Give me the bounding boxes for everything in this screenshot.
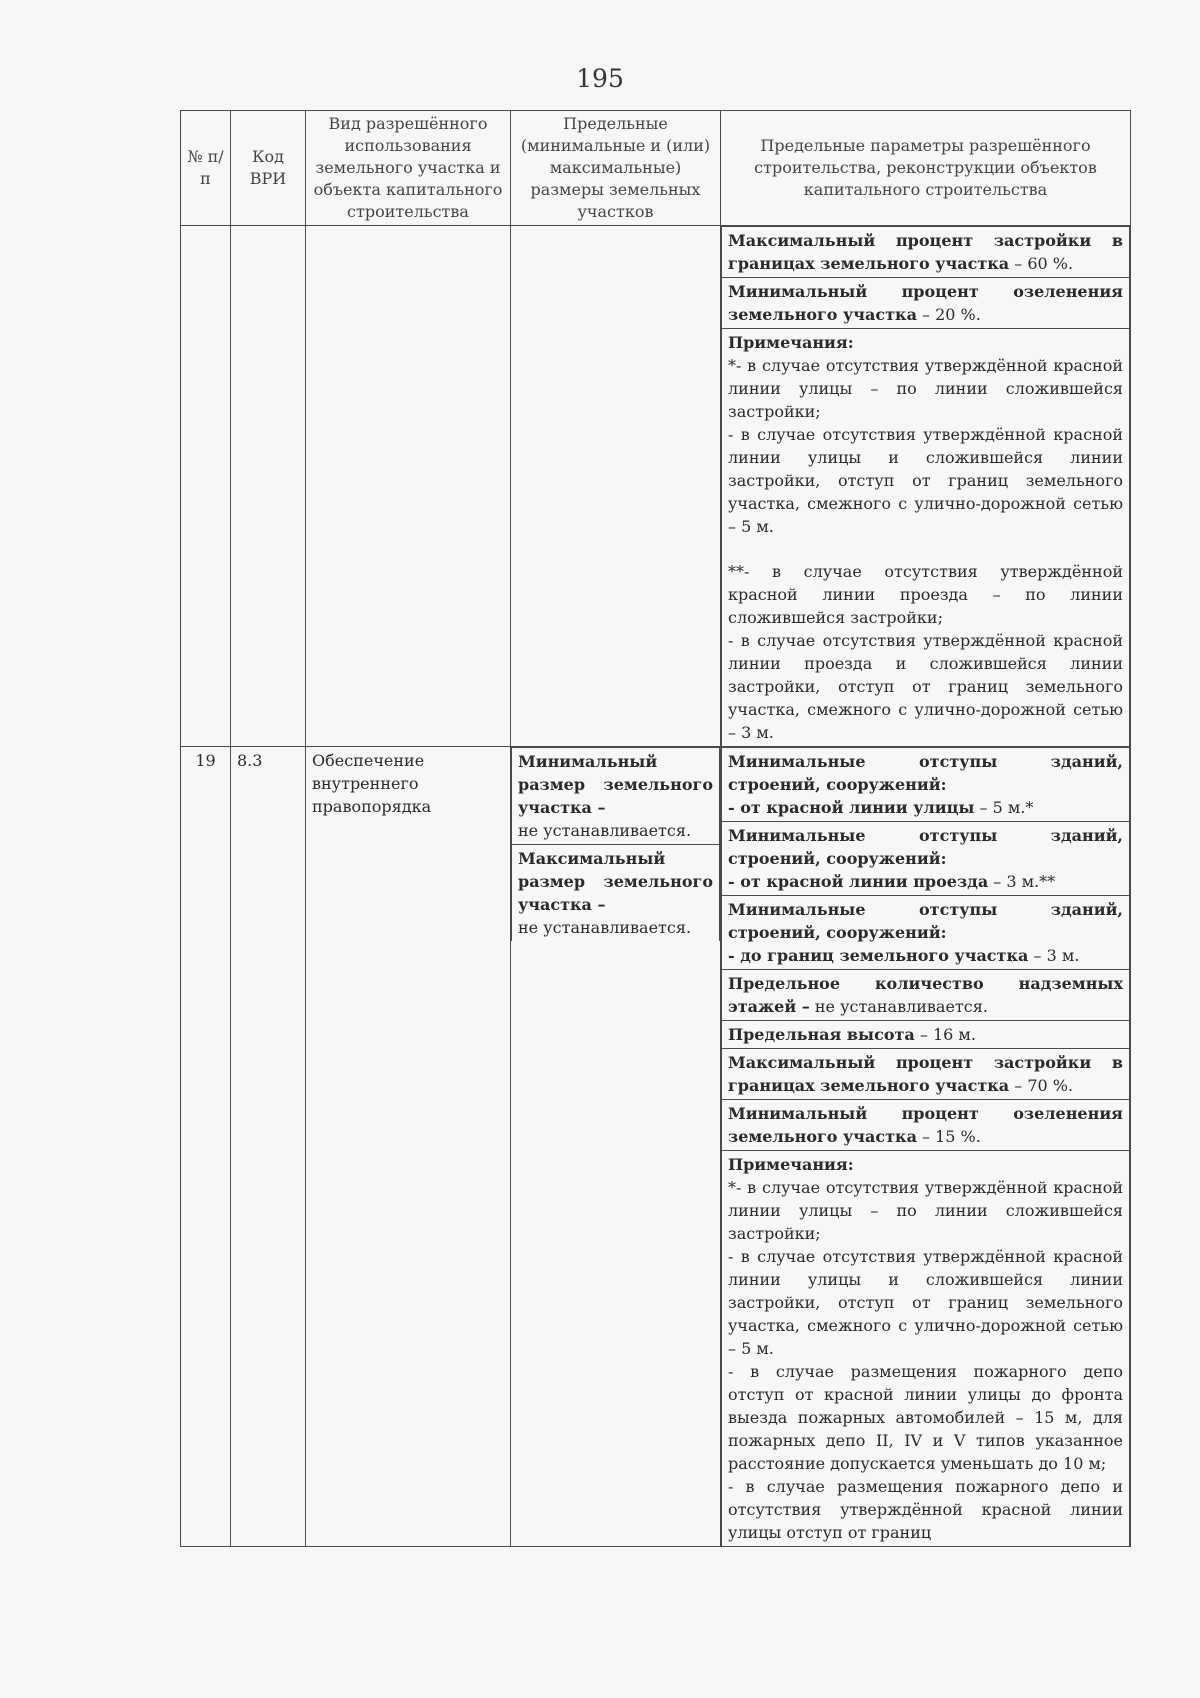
note-text: **- в случае отсутствия утверждённой красной линии проезда – по линии сложившейся застройки; [728, 562, 1123, 627]
param-build-percent: Максимальный процент застройки в границах земельного участка – 70 %. [722, 1049, 1130, 1100]
cell-params [721, 747, 1131, 1547]
note-text: *- в случае отсутствия утверждённой красной линии улицы – по линии сложившейся застройки; [728, 356, 1123, 421]
cell-use: Обеспечение внутреннего правопорядка [306, 747, 511, 1547]
param-green-percent: Минимальный процент озеленения земельного участка – 20 %. [722, 278, 1130, 329]
size-min: Минимальный размер земельного участка – не устанавливается. [512, 748, 720, 845]
notes-title: Примечания: [728, 333, 854, 352]
sizes-list [511, 747, 720, 941]
table-header-row [181, 111, 1131, 226]
param-build-percent: Максимальный процент застройки в границах земельного участка – 60 %. [722, 227, 1130, 278]
params-list [721, 226, 1130, 746]
header-sizes: Предельные (минимальные и (или) максимальные) размеры земельных участков [511, 111, 721, 226]
params-list [721, 747, 1130, 1546]
note-text: - в случае размещения пожарного депо и отсутствия утверждённой красной линии улицы отступ от границ [728, 1477, 1123, 1542]
table-row-continuation [181, 226, 1131, 747]
cell-sizes-empty [511, 226, 721, 747]
param-green-percent: Минимальный процент озеленения земельного участка – 15 %. [722, 1100, 1130, 1151]
note-text: - в случае размещения пожарного депо отступ от красной линии улицы до фронта выезда пожарных автомобилей – 15 м, для пожарных депо II, IV и V типов указанное расстояние допускается уменьшать до 10 м; [728, 1362, 1123, 1473]
param-notes [722, 329, 1130, 747]
cell-sizes [511, 747, 721, 1547]
note-text: - в случае отсутствия утверждённой красной линии улицы и сложившейся линии застройки, отступ от границ земельного участка, смежного с улично-дорожной сетью – 5 м. [728, 425, 1123, 536]
table-row-19 [181, 747, 1131, 1547]
size-max: Максимальный размер земельного участка – не устанавливается. [512, 845, 720, 942]
param-setback-street: Минимальные отступы зданий, строений, сооружений: - от красной линии улицы – 5 м.* [722, 748, 1130, 822]
page-number: 195 [576, 64, 624, 93]
header-use: Вид разрешённого использования земельного участка и объекта капитального строительства [306, 111, 511, 226]
param-floors: Предельное количество надземных этажей – не устанавливается. [722, 970, 1130, 1021]
cell-code: 8.3 [231, 747, 306, 1547]
note-text: - в случае отсутствия утверждённой красной линии улицы и сложившейся линии застройки, отступ от границ земельного участка, смежного с улично-дорожной сетью – 5 м. [728, 1247, 1123, 1358]
cell-code-empty [231, 226, 306, 747]
note-text: *- в случае отсутствия утверждённой красной линии улицы – по линии сложившейся застройки; [728, 1178, 1123, 1243]
param-height: Предельная высота – 16 м. [722, 1021, 1130, 1049]
param-notes [722, 1151, 1130, 1547]
header-num: № п/п [181, 111, 231, 226]
cell-use-empty [306, 226, 511, 747]
header-code: Код ВРИ [231, 111, 306, 226]
cell-num: 19 [181, 747, 231, 1547]
cell-params-continuation [721, 226, 1131, 747]
notes-title: Примечания: [728, 1155, 854, 1174]
param-setback-boundary: Минимальные отступы зданий, строений, сооружений: - до границ земельного участка – 3 м. [722, 896, 1130, 970]
param-setback-passage: Минимальные отступы зданий, строений, сооружений: - от красной линии проезда – 3 м.** [722, 822, 1130, 896]
cell-num-empty [181, 226, 231, 747]
header-params: Предельные параметры разрешённого строительства, реконструкции объектов капитального строительства [721, 111, 1131, 226]
note-text: - в случае отсутствия утверждённой красной линии проезда и сложившейся линии застройки, отступ от границ земельного участка, смежного с улично-дорожной сетью – 3 м. [728, 631, 1123, 742]
zoning-table [180, 110, 1131, 1547]
